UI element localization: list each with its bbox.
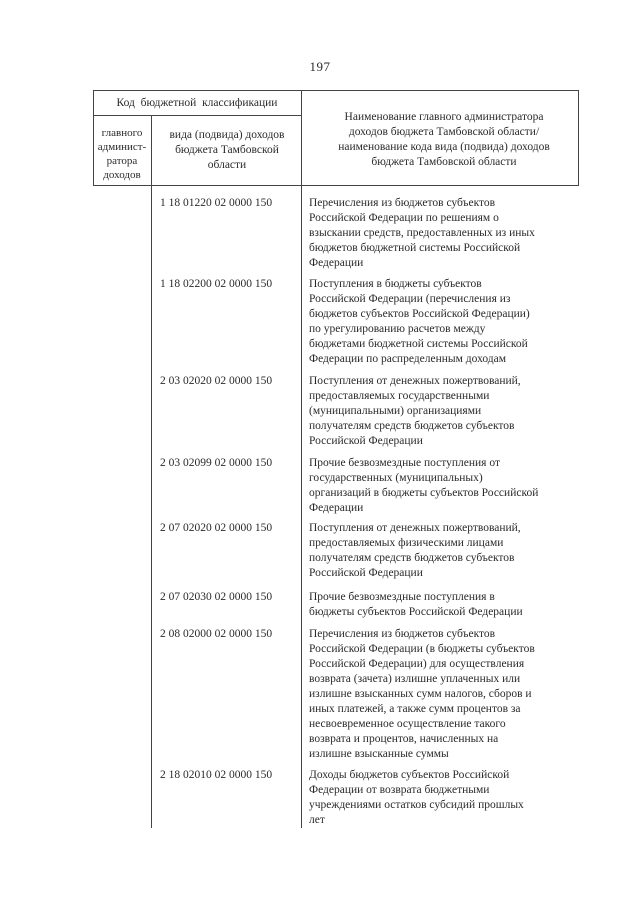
header-subrow-line — [93, 115, 301, 116]
header-divider-sub — [151, 115, 152, 186]
table-row-name: Перечисления из бюджетов субъектов Российской Федерации (в бюджеты субъектов Российской Федерации) для осуществления возврата (зачета) излишне уплаченных или излишне взысканных сумм налогов, сборов и иных платежей, а также сумм процентов за несвоевременное осуществление такого возврата и процентов, начисленных на излишне взысканные суммы — [309, 628, 535, 760]
table-row-code: 2 03 02099 02 0000 150 — [160, 457, 273, 469]
table-row-name: Прочие безвозмездные поступления в бюджеты субъектов Российской Федерации — [309, 591, 523, 618]
header-col-type: вида (подвида) доходов бюджета Тамбовской области — [169, 129, 285, 171]
header-divider-main — [301, 90, 302, 186]
table-row-name: Перечисления из бюджетов субъектов Российской Федерации по решениям о взыскании средств, предоставленных из иных бюджетов бюджетной системы Российской Федерации — [309, 197, 535, 269]
table-row-name: Поступления от денежных пожертвований, предоставляемых государственными (муниципальными) организациями получателям средств бюджетов субъектов Российской Федерации — [309, 375, 521, 447]
table-row-code: 1 18 02200 02 0000 150 — [160, 278, 273, 290]
table-row-name: Поступления в бюджеты субъектов Российской Федерации (перечисления из бюджетов субъектов Российской Федерации) по урегулированию расчетов между бюджетами бюджетной системы Российской Федерации по распределенным доходам — [309, 278, 530, 365]
table-row-name: Прочие безвозмездные поступления от государственных (муниципальных) организаций в бюджеты субъектов Российской Федерации — [309, 457, 539, 514]
table-row-code: 1 18 01220 02 0000 150 — [160, 197, 273, 209]
table-row-code: 2 07 02020 02 0000 150 — [160, 522, 273, 534]
table-row-name: Поступления от денежных пожертвований, предоставляемых физическими лицами получателям средств бюджетов субъектов Российской Федерации — [309, 522, 521, 579]
table-row-name: Доходы бюджетов субъектов Российской Федерации от возврата бюджетными учреждениями остатков субсидий прошлых лет — [309, 769, 524, 826]
header-col-name: Наименование главного администратора доходов бюджета Тамбовской области/наименование кода вида (подвида) доходов бюджета Тамбовской области — [338, 111, 550, 168]
table-row-code: 2 03 02020 02 0000 150 — [160, 375, 273, 387]
header-classification-label: Код бюджетной классификации — [116, 97, 278, 109]
page-number: 197 — [309, 59, 331, 74]
table-row-code: 2 18 02010 02 0000 150 — [160, 769, 273, 781]
body-divider-admin — [151, 186, 152, 828]
body-divider-main — [301, 186, 302, 828]
header-col-admin: главного админист-ратора доходов — [97, 127, 147, 181]
table-row-code: 2 07 02030 02 0000 150 — [160, 591, 273, 603]
table-row-code: 2 08 02000 02 0000 150 — [160, 628, 273, 640]
